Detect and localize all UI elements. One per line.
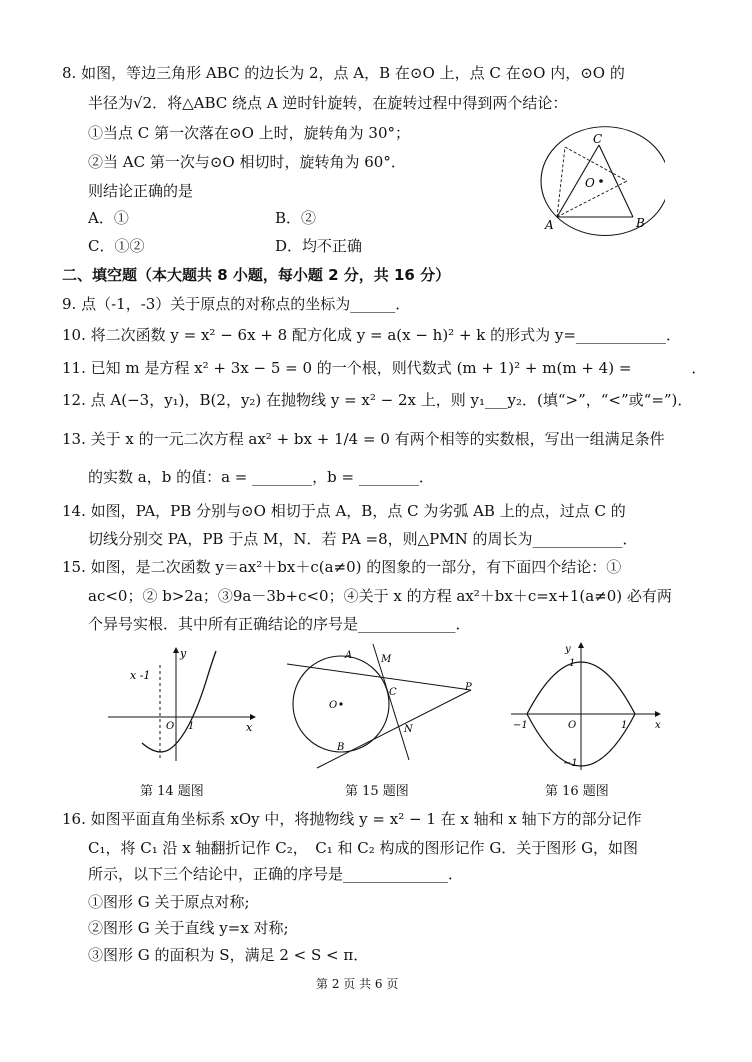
q14-line2: 切线分别交 PA，PB 于点 M，N．若 PA =8，则△PMN 的周长为____________． bbox=[88, 530, 638, 548]
section-fill-in-title: 二、填空题（本大题共 8 小题，每小题 2 分，共 16 分） bbox=[62, 266, 451, 284]
q15-line1: 15. 如图，是二次函数 y＝ax²＋bx＋c(a≠0) 的图象的一部分，有下面四个结论：① bbox=[62, 558, 622, 576]
caption-fig15: 第 15 题图 bbox=[345, 784, 409, 799]
fig15-label-b: B bbox=[337, 742, 345, 753]
fig16-tick-bottom: −1 bbox=[563, 758, 578, 769]
q8-label-a: A bbox=[545, 218, 554, 232]
q8-line2: 半径为√2．将△ABC 绕点 A 逆时针旋转，在旋转过程中得到两个结论： bbox=[88, 94, 568, 112]
q13-line2: 的实数 a，b 的值：a = ________，b = ________． bbox=[88, 468, 434, 486]
q8-line1: 8. 如图，等边三角形 ABC 的边长为 2，点 A，B 在⊙O 上，点 C 在⊙O 内，⊙O 的 bbox=[62, 64, 625, 82]
q8-option-c: C．①② bbox=[88, 237, 145, 255]
fig14-axis-x-eq: x -1 bbox=[130, 669, 151, 682]
q8-option-a: A．① bbox=[88, 209, 129, 227]
fig14-x-label: x bbox=[246, 721, 253, 734]
q8-figure bbox=[535, 125, 665, 237]
page-footer: 第 2 页 共 6 页 bbox=[316, 977, 399, 991]
q15-line3: 个异号实根．其中所有正确结论的序号是_____________． bbox=[88, 615, 471, 633]
q15-line2: ac<0；② b>2a；③9a－3b+c<0；④关于 x 的方程 ax²＋bx＋c=x+1(a≠0) 必有两 bbox=[88, 587, 672, 605]
q16-statement2: ②图形 G 关于直线 y=x 对称; bbox=[88, 919, 289, 937]
q8-label-o: O bbox=[585, 176, 595, 190]
q10: 10. 将二次函数 y = x² − 6x + 8 配方化成 y = a(x − h)² + k 的形式为 y=____________． bbox=[62, 326, 681, 344]
fig15-tangent-circle bbox=[285, 640, 485, 775]
q13-line1: 13. 关于 x 的一元二次方程 ax² + bx + 1/4 = 0 有两个相等的实数根，写出一组满足条件 bbox=[62, 430, 665, 448]
q16-statement1: ①图形 G 关于原点对称; bbox=[88, 893, 250, 911]
q16-line1: 16. 如图平面直角坐标系 xOy 中，将抛物线 y = x² − 1 在 x 轴和 x 轴下方的部分记作 bbox=[62, 810, 642, 828]
q8-line3: ①当点 C 第一次落在⊙O 上时，旋转角为 30°； bbox=[88, 124, 411, 142]
q16-line3: 所示，以下三个结论中，正确的序号是______________． bbox=[88, 865, 464, 883]
fig15-label-n: N bbox=[404, 724, 413, 735]
caption-fig14: 第 14 题图 bbox=[140, 784, 204, 799]
fig15-label-m: M bbox=[381, 654, 392, 665]
q8-label-c: C bbox=[593, 132, 603, 146]
q16-statement3: ③图形 G 的面积为 S，满足 2 < S < π． bbox=[88, 946, 369, 964]
fig14-tick-1: 1 bbox=[188, 721, 195, 732]
q8-line4: ②当 AC 第一次与⊙O 相切时，旋转角为 60°． bbox=[88, 153, 406, 171]
fig15-label-o: O bbox=[329, 700, 338, 711]
q8-label-b: B bbox=[636, 216, 645, 230]
fig15-label-a: A bbox=[345, 650, 353, 661]
fig16-origin: O bbox=[568, 720, 577, 731]
fig15-label-p: P bbox=[465, 682, 472, 693]
fig14-parabola bbox=[100, 645, 260, 765]
caption-fig16: 第 16 题图 bbox=[545, 784, 609, 799]
q8-option-d: D．均不正确 bbox=[275, 237, 363, 255]
fig14-origin: O bbox=[166, 721, 175, 732]
fig16-y-label: y bbox=[565, 644, 571, 655]
fig15-label-c: C bbox=[389, 687, 397, 698]
q8-option-b: B．② bbox=[275, 209, 317, 227]
q8-line5: 则结论正确的是 bbox=[88, 182, 194, 200]
fig16-tick-left: −1 bbox=[513, 720, 528, 731]
q9: 9. 点（-1，-3）关于原点的对称点的坐标为______． bbox=[62, 295, 411, 313]
fig16-tick-top: 1 bbox=[569, 658, 576, 669]
q11: 11. 已知 m 是方程 x² + 3x − 5 = 0 的一个根，则代数式 (m + 1)² + m(m + 4) = ． bbox=[62, 359, 707, 377]
q12: 12. 点 A(−3，y₁)，B(2，y₂) 在抛物线 y = x² − 2x 上，则 y₁___y₂．(填“>”，“<”或“=”)． bbox=[62, 391, 693, 409]
fig16-x-label: x bbox=[655, 720, 661, 731]
q14-line1: 14. 如图，PA，PB 分别与⊙O 相切于点 A，B，点 C 为劣弧 AB 上的点，过点 C 的 bbox=[62, 502, 626, 520]
fig16-graph-g bbox=[505, 640, 665, 775]
fig16-tick-right: 1 bbox=[621, 720, 628, 731]
q16-line2: C₁，将 C₁ 沿 x 轴翻折记作 C₂， C₁ 和 C₂ 构成的图形记作 G．关于图形 G，如图 bbox=[88, 839, 639, 857]
fig14-y-label: y bbox=[180, 647, 187, 660]
